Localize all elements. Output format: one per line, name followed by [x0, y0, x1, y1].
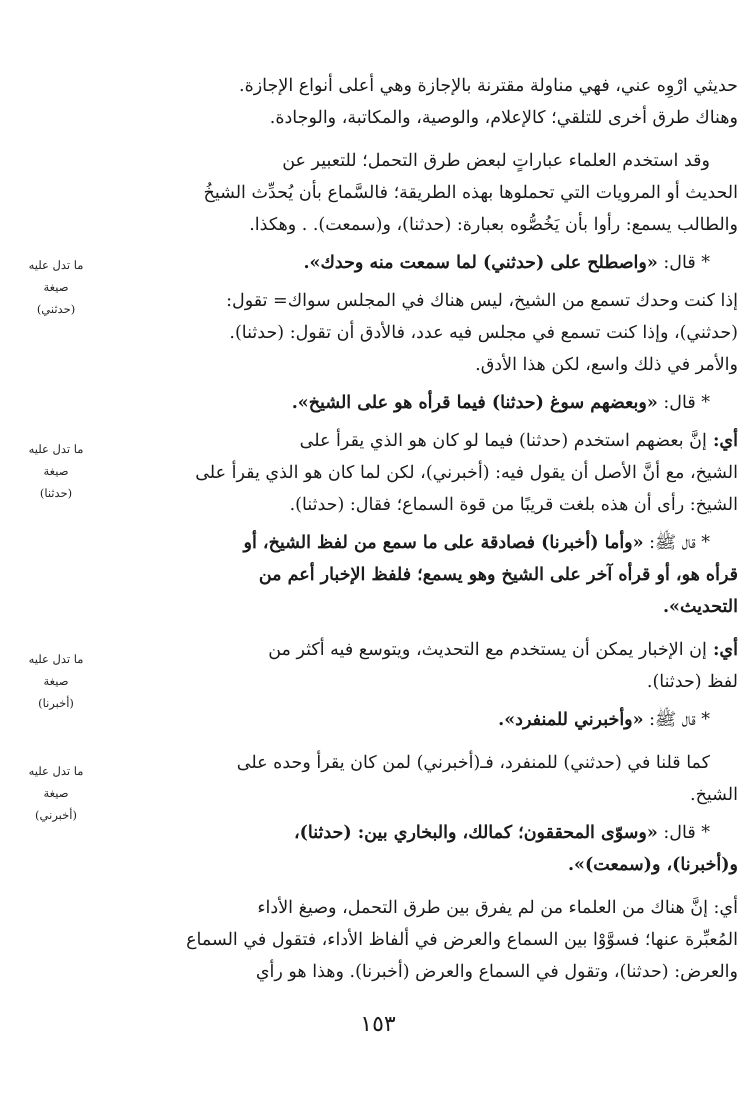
- lead-label: أي:: [706, 431, 738, 451]
- text-line: كما قلنا في (حدثني) للمنفرد، فـ(أخبرني) لمن كان يقرأ وحده على: [236, 753, 710, 773]
- quote-text: «وسوّى المحققون؛ كمالك، والبخاري بين: (حدثنا)،: [293, 823, 658, 843]
- text-line: وقد استخدم العلماء عباراتٍ لبعض طرق التحمل؛ للتعبير عن: [282, 151, 710, 171]
- text-line: حديثي ارْوِه عني، فهي مناولة مقترنة بالإجازة وهي أعلى أنواع الإجازة.: [239, 76, 738, 96]
- text-line: الحديث أو المرويات التي تحملوها بهذه الطريقة؛ فالسَّماع بأن يُحدِّث الشيخُ: [203, 183, 738, 203]
- margin-note-akhbarana: [6, 648, 106, 714]
- paragraph-terms: [116, 145, 738, 241]
- text-line: إن الإخبار يمكن أن يستخدم مع التحديث، ويتوسع فيه أكثر من: [268, 640, 707, 660]
- quote-muhaqqiqun: [116, 817, 738, 881]
- paragraph-explain-haddathana: [116, 425, 738, 521]
- paragraph-explain-muhaqqiqun: [116, 892, 738, 988]
- text-line: والعرض: (حدثنا)، وتقول في السماع والعرض (أخبرنا). وهذا هو رأي: [255, 962, 738, 982]
- text-line: والأمر في ذلك واسع، لكن هذا الأدق.: [475, 355, 738, 375]
- margin-note-line: (أخبرني): [35, 808, 77, 822]
- paragraph-explain-akhbarana: [116, 634, 738, 698]
- text-line: والطالب يسمع: رأوا بأن يَخُصُّوه بعبارة: (حدثنا)، و(سمعت). . وهكذا.: [249, 215, 738, 235]
- quote-text: «وأخبرني للمنفرد».: [498, 710, 644, 730]
- paragraph-explain-akhbarani: [116, 747, 738, 811]
- margin-note-line: ما تدل عليه: [28, 652, 84, 666]
- text-line: وهناك طرق أخرى للتلقي؛ كالإعلام، والوصية، والمكاتبة، والوجادة.: [269, 108, 738, 128]
- margin-note-haddathana: [6, 438, 106, 504]
- margin-note-line: (أخبرنا): [38, 696, 74, 710]
- quote-prefix: * قال:: [657, 823, 710, 843]
- margin-note-line: ما تدل عليه: [28, 258, 84, 272]
- text-line: إذا كنت وحدك تسمع من الشيخ، ليس هناك في المجلس سواك= تقول:: [226, 291, 738, 311]
- quote-text: «وبعضهم سوغ (حدثنا) فيما قرأه هو على الشيخ».: [291, 393, 658, 413]
- margin-note-line: (حدثنا): [39, 486, 73, 500]
- quote-text: «وأما (أخبرنا) فصادقة على ما سمع من لفظ الشيخ، أو: [243, 533, 644, 553]
- text-line: الشيخ، مع أنَّ الأصل أن يقول فيه: (أخبرني)، لكن لما كان هو الذي يقرأ على: [195, 463, 738, 483]
- paragraph-ijazah: [116, 70, 738, 134]
- margin-note-line: ما تدل عليه: [28, 764, 84, 778]
- text-line: الشيخ.: [690, 785, 738, 805]
- margin-note-akhbarani: [6, 760, 106, 826]
- quote-text: «واصطلح على (حدثني) لما سمعت منه وحدك».: [303, 253, 658, 273]
- main-text: [116, 70, 738, 988]
- text-line: (حدثني)، وإذا كنت تسمع في مجلس فيه عدد، فالأدق أن تقول: (حدثنا).: [229, 323, 738, 343]
- quote-text: قرأه هو، أو قرأه آخر على الشيخ وهو يسمع؛ فلفظ الإخبار أعم من: [258, 565, 738, 585]
- margin-note-line: صيغة: [43, 464, 69, 478]
- quote-akhbarani: [116, 704, 738, 736]
- quote-text: و(أخبرنا)، و(سمعت)».: [567, 855, 738, 875]
- margin-note-line: ما تدل عليه: [28, 442, 84, 456]
- quote-haddathani: [116, 247, 738, 279]
- quote-akhbarana: [116, 527, 738, 623]
- margin-note-line: صيغة: [43, 280, 69, 294]
- quote-prefix: * قال:: [657, 253, 710, 273]
- page-number: ١٥٣: [360, 1012, 396, 1037]
- paragraph-explain-haddathani: [116, 285, 738, 381]
- text-line: المُعبِّرة عنها؛ فسوَّوْا بين السماع والعرض في ألفاظ الأداء، فتقول في السماع: [186, 930, 738, 950]
- text-line: أي: إنَّ هناك من العلماء من لم يفرق بين طرق التحمل، وصيغ الأداء: [257, 898, 738, 918]
- margin-note-haddathani: [6, 254, 106, 320]
- quote-prefix: * قال ﷺ:: [643, 710, 710, 730]
- quote-prefix: * قال ﷺ:: [643, 533, 710, 553]
- quote-haddathana: [116, 387, 738, 419]
- text-line: إنَّ بعضهم استخدم (حدثنا) فيما لو كان هو الذي يقرأ على: [299, 431, 707, 451]
- quote-prefix: * قال:: [657, 393, 710, 413]
- margin-note-line: صيغة: [43, 786, 69, 800]
- margin-note-line: صيغة: [43, 674, 69, 688]
- quote-text: التحديث».: [662, 597, 738, 617]
- margin-note-line: (حدثني): [36, 302, 76, 316]
- text-line: لفظ (حدثنا).: [646, 672, 738, 692]
- text-line: الشيخ: رأى أن هذه بلغت قريبًا من قوة السماع؛ فقال: (حدثنا).: [289, 495, 738, 515]
- lead-label: أي:: [706, 640, 738, 660]
